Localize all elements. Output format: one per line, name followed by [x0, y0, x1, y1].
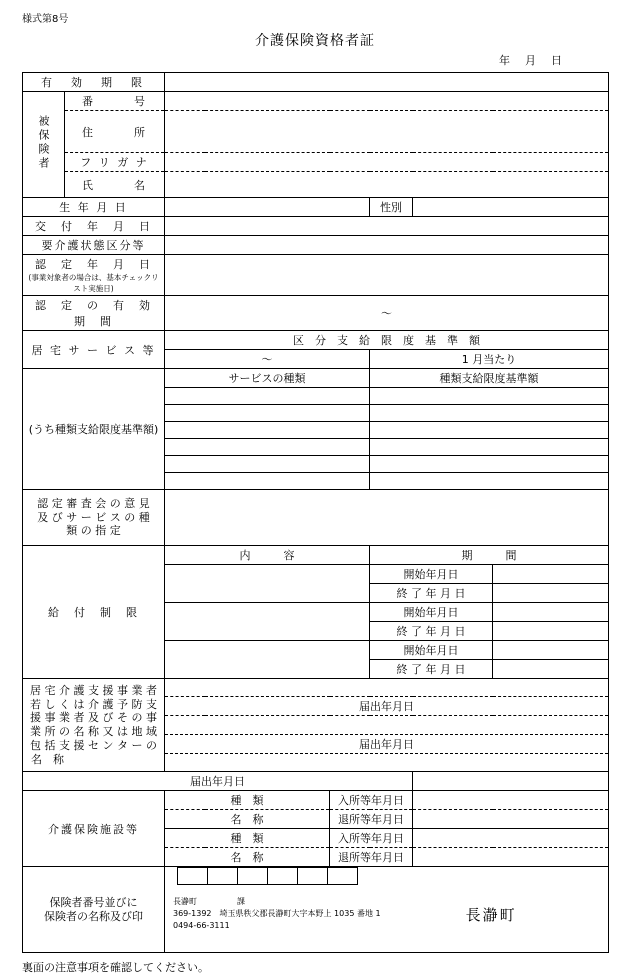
cell-type-limit-1[interactable] [370, 388, 609, 405]
value-end-date-2[interactable] [493, 622, 609, 641]
label-report-date-2: 届出年月日 [165, 734, 608, 753]
label-certify-date-note: (事業対象者の場合は、基本チェックリスト実施日) [28, 273, 159, 293]
label-furigana: フ リ ガ ナ [65, 153, 165, 172]
value-discharge-date-2[interactable] [413, 848, 609, 867]
table-row-type-limit-header [23, 369, 609, 388]
table-row-insurer [23, 867, 609, 953]
insurer-digit-5[interactable] [298, 868, 328, 885]
label-insurer-line1: 保険者番号並びに [49, 895, 138, 909]
cell-type-limit-6[interactable] [370, 473, 609, 490]
label-end-date-2: 終 了 年 月 日 [370, 622, 493, 641]
cell-benefit-content-3[interactable] [165, 641, 370, 679]
label-type-limit: (うち種類支給限度基準額) [23, 369, 165, 490]
label-birthdate: 生 年 月 日 [23, 198, 165, 217]
label-support-provider-cell [23, 679, 165, 772]
value-start-date-3[interactable] [493, 641, 609, 660]
table-row-benefit-header [23, 546, 609, 565]
cell-service-type-6[interactable] [165, 473, 370, 490]
value-gender[interactable] [413, 198, 609, 217]
footer-note: 裏面の注意事項を確認してください。 [22, 961, 209, 974]
label-facility-kind-1: 種 類 [165, 791, 330, 810]
value-support-provider-3[interactable] [165, 753, 608, 771]
table-row-issue-date [23, 217, 609, 236]
value-opinion[interactable] [165, 490, 609, 546]
insurer-digit-2[interactable] [208, 868, 238, 885]
value-support-provider-2[interactable] [165, 716, 608, 734]
issuer-phone: 0494-66-3111 [173, 921, 230, 930]
value-care-level[interactable] [165, 236, 609, 255]
table-row-report-date-3 [23, 772, 609, 791]
value-number[interactable] [165, 92, 609, 111]
label-support-provider-line6: 名 称 [31, 752, 64, 766]
value-end-date-3[interactable] [493, 660, 609, 679]
label-discharge-date-1: 退所等年月日 [330, 810, 413, 829]
label-valid-period: 有 効 期 限 [23, 73, 165, 92]
label-admission-date-1: 入所等年月日 [330, 791, 413, 810]
value-start-date-2[interactable] [493, 603, 609, 622]
label-name: 氏 名 [65, 172, 165, 198]
value-admission-date-2[interactable] [413, 829, 609, 848]
label-start-date-1: 開始年月日 [370, 565, 493, 584]
label-insurer-line2: 保険者の名称及び印 [44, 909, 143, 923]
value-end-date-1[interactable] [493, 584, 609, 603]
header-content: 内 容 [165, 546, 370, 565]
insurer-digit-6[interactable] [328, 868, 358, 885]
table-row-support-provider-1 [23, 679, 609, 697]
value-support-provider-1[interactable] [165, 679, 609, 697]
label-facility-name-1: 名 称 [165, 810, 330, 829]
label-admission-date-2: 入所等年月日 [330, 829, 413, 848]
table-row-home-service-header [23, 331, 609, 350]
header-limit-amount: 区 分 支 給 限 度 基 準 額 [165, 331, 609, 350]
value-birthdate[interactable] [165, 198, 370, 217]
value-name[interactable] [165, 172, 609, 198]
label-gender: 性別 [370, 198, 413, 217]
label-support-provider-line3: 援 事 業 者 及 び そ の 事 [30, 711, 157, 725]
label-opinion-line1: 認 定 審 査 会 の 意 見 [37, 496, 150, 510]
label-end-date-1: 終 了 年 月 日 [370, 584, 493, 603]
cell-type-limit-4[interactable] [370, 439, 609, 456]
issuer-town-block [440, 895, 608, 933]
cell-benefit-content-1[interactable] [165, 565, 370, 603]
issuer-address-block [165, 895, 440, 933]
form-number: 様式第8号 [22, 14, 69, 25]
header-type-limit-amount: 種類支給限度基準額 [370, 369, 609, 388]
value-certify-valid-period[interactable]: 〜 [165, 296, 609, 331]
certificate-table [22, 72, 609, 953]
value-furigana[interactable] [165, 153, 609, 172]
label-benefit-limit: 給 付 制 限 [23, 546, 165, 679]
label-certify-date-cell [23, 255, 165, 296]
value-start-date-1[interactable] [493, 565, 609, 584]
label-certify-valid-period: 認 定 の 有 効 期 間 [23, 296, 165, 331]
cell-type-limit-5[interactable] [370, 456, 609, 473]
label-report-date-3: 届出年月日 [23, 772, 413, 791]
support-provider-block-2 [165, 716, 609, 772]
label-number: 番 号 [65, 92, 165, 111]
label-report-date-1: 届出年月日 [165, 697, 609, 716]
cell-service-type-1[interactable] [165, 388, 370, 405]
cell-type-limit-3[interactable] [370, 422, 609, 439]
label-facility-name-2: 名 称 [165, 848, 330, 867]
table-row-opinion [23, 490, 609, 546]
value-limit-period[interactable]: 〜 [165, 350, 370, 369]
table-row-address [23, 111, 609, 153]
label-support-provider-line4: 業 所 の 名 称 又 は 地 域 [30, 725, 157, 738]
table-row-furigana [23, 153, 609, 172]
label-support-provider-line2: 若 し く は 介 護 予 防 支 [30, 697, 157, 711]
issuer-address: 369-1392 埼玉県秩父郡長瀞町大字本野上 1035 番地 1 [173, 909, 381, 918]
label-support-provider-line5: 包 括 支 援 セ ン タ ー の [30, 738, 157, 752]
value-admission-date-1[interactable] [413, 791, 609, 810]
cell-benefit-content-2[interactable] [165, 603, 370, 641]
cell-service-type-4[interactable] [165, 439, 370, 456]
label-opinion-line3: 類 の 指 定 [66, 524, 121, 538]
insurer-block [165, 867, 609, 953]
label-opinion-line2: 及 び サ ー ビ ス の 種 [37, 510, 150, 524]
cell-service-type-2[interactable] [165, 405, 370, 422]
label-certify-date: 認 定 年 月 日 [35, 258, 152, 271]
label-home-service: 居 宅 サ ー ビ ス 等 [23, 331, 165, 369]
value-valid-period[interactable] [165, 73, 609, 92]
table-row-number [23, 92, 609, 111]
page-title: 介護保険資格者証 [255, 33, 375, 49]
table-row-valid-period [23, 73, 609, 92]
label-insurer-cell [23, 867, 165, 953]
label-address: 住 所 [65, 111, 165, 153]
label-discharge-date-2: 退所等年月日 [330, 848, 413, 867]
table-row-facility-kind-1 [23, 791, 609, 810]
value-certify-date[interactable] [165, 255, 609, 296]
label-issue-date: 交 付 年 月 日 [23, 217, 165, 236]
table-row-certify-valid-period [23, 296, 609, 331]
label-start-date-2: 開始年月日 [370, 603, 493, 622]
issue-date-line: 年 月 日 [499, 54, 564, 67]
cell-type-limit-2[interactable] [370, 405, 609, 422]
insurer-digit-3[interactable] [238, 868, 268, 885]
label-support-provider-line1: 居 宅 介 護 支 援 事 業 者 [30, 683, 157, 697]
label-facility: 介護保険施設等 [23, 791, 165, 867]
value-limit-monthly[interactable]: 1 月当たり [370, 350, 609, 369]
header-service-type: サービスの種類 [165, 369, 370, 388]
value-discharge-date-1[interactable] [413, 810, 609, 829]
value-issue-date[interactable] [165, 217, 609, 236]
table-row-care-level [23, 236, 609, 255]
table-row-certify-date [23, 255, 609, 296]
label-opinion-cell [23, 490, 165, 546]
cell-service-type-3[interactable] [165, 422, 370, 439]
value-address[interactable] [165, 111, 609, 153]
table-row-birthdate [23, 198, 609, 217]
cell-service-type-5[interactable] [165, 456, 370, 473]
table-row-name [23, 172, 609, 198]
insurer-digit-1[interactable] [178, 868, 208, 885]
issuer-town-name: 長瀞町 [465, 905, 517, 924]
label-facility-kind-2: 種 類 [165, 829, 330, 848]
insurer-number-boxes[interactable] [177, 867, 358, 885]
label-start-date-3: 開始年月日 [370, 641, 493, 660]
label-care-level: 要介護状態区分等 [23, 236, 165, 255]
label-insured-group [23, 92, 65, 198]
header-period: 期 間 [370, 546, 609, 565]
issuer-department: 長瀞町 課 [173, 897, 245, 906]
label-insured-vertical: 被保険者 [37, 115, 50, 171]
insurer-digit-4[interactable] [268, 868, 298, 885]
label-end-date-3: 終 了 年 月 日 [370, 660, 493, 679]
